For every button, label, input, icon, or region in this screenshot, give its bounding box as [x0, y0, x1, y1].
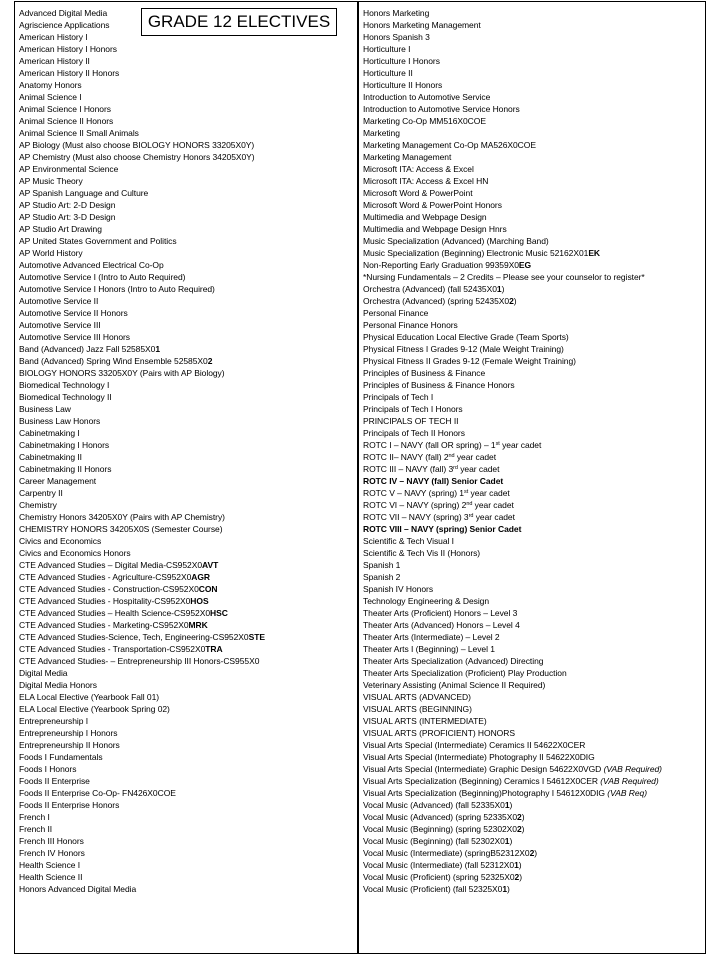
right-course-item: ROTC I – NAVY (fall OR spring) – 1st year cadet [363, 440, 542, 450]
left-course-item: CTE Advanced Studies – Digital Media-CS952X0AVT [19, 560, 219, 570]
left-course-item: Animal Science I Honors [19, 104, 111, 114]
right-course-item: Visual Arts Special (Intermediate) Ceramics II 54622X0CER [363, 740, 586, 750]
right-course-item: ROTC VI – NAVY (spring) 2nd year cadet [363, 500, 514, 510]
left-course-item: Animal Science I [19, 92, 82, 102]
left-course-item: Entrepreneurship I [19, 716, 89, 726]
left-course-item: American History II [19, 56, 90, 66]
left-column [14, 1, 358, 954]
right-course-item: Marketing Management Co-Op MA526X0COE [363, 140, 536, 150]
left-course-item: Cabinetmaking I [19, 428, 80, 438]
left-course-item: Automotive Service I (Intro to Auto Required) [19, 272, 186, 282]
right-course-item: Scientific & Tech Vis II (Honors) [363, 548, 481, 558]
right-course-item: ROTC III – NAVY (fall) 3rd year cadet [363, 464, 500, 474]
left-course-item: Entrepreneurship I Honors [19, 728, 118, 738]
right-course-item: Microsoft ITA: Access & Excel HN [363, 176, 489, 186]
left-course-item: Automotive Service I Honors (Intro to Auto Required) [19, 284, 215, 294]
right-course-item: VISUAL ARTS (PROFICIENT) HONORS [363, 728, 515, 738]
right-course-item: Veterinary Assisting (Animal Science II Required) [363, 680, 546, 690]
right-course-item: Multimedia and Webpage Design Hnrs [363, 224, 507, 234]
right-course-item: Theater Arts (Advanced) Honors – Level 4 [363, 620, 520, 630]
left-course-item: Foods I Fundamentals [19, 752, 103, 762]
right-course-item: PRINCIPALS OF TECH II [363, 416, 459, 426]
left-course-item: Business Law Honors [19, 416, 101, 426]
right-course-item: Principals of Tech I Honors [363, 404, 463, 414]
right-course-item: Non-Reporting Early Graduation 99359X0EG [363, 260, 532, 270]
right-course-item: Vocal Music (Beginning) (spring 52302X02) [363, 824, 525, 834]
left-course-item: Biomedical Technology II [19, 392, 112, 402]
left-course-item: American History II Honors [19, 68, 120, 78]
left-course-item: Entrepreneurship II Honors [19, 740, 120, 750]
right-course-item: Horticulture II Honors [363, 80, 443, 90]
left-course-item: Honors Advanced Digital Media [19, 884, 137, 894]
left-course-item: American History I [19, 32, 88, 42]
right-course-item: Visual Arts Specialization (Beginning)Photography I 54612X0DIG (VAB Req) [363, 788, 648, 798]
right-column [358, 1, 706, 954]
left-course-item: French IV Honors [19, 848, 85, 858]
right-course-item: ROTC VII – NAVY (spring) 3rd year cadet [363, 512, 515, 522]
left-course-item: French II [19, 824, 53, 834]
right-course-item: Technology Engineering & Design [363, 596, 490, 606]
left-course-item: Band (Advanced) Spring Wind Ensemble 52585X02 [19, 356, 213, 366]
left-course-item: AP Music Theory [19, 176, 83, 186]
left-course-item: Career Management [19, 476, 97, 486]
right-course-item: Theater Arts I (Beginning) – Level 1 [363, 644, 495, 654]
left-course-item: Advanced Digital Media [19, 8, 108, 18]
left-course-item: Foods I Honors [19, 764, 77, 774]
right-course-list [359, 2, 705, 895]
left-course-item: ELA Local Elective (Yearbook Spring 02) [19, 704, 170, 714]
right-course-item: ROTC IV – NAVY (fall) Senior Cadet [363, 476, 504, 486]
left-course-item: Foods II Enterprise Honors [19, 800, 120, 810]
right-course-item: Vocal Music (Intermediate) (fall 52312X01) [363, 860, 522, 870]
left-course-item: ELA Local Elective (Yearbook Fall 01) [19, 692, 160, 702]
right-course-item: Theater Arts (Proficient) Honors – Level 3 [363, 608, 518, 618]
left-course-item: Animal Science II Small Animals [19, 128, 139, 138]
left-course-list [15, 2, 357, 895]
left-course-item: CTE Advanced Studies - Hospitality-CS952X0HOS [19, 596, 209, 606]
left-course-item: AP Chemistry (Must also choose Chemistry Honors 34205X0Y) [19, 152, 255, 162]
left-course-item: Automotive Service III [19, 320, 101, 330]
right-course-item: ROTC II– NAVY (fall) 2nd year cadet [363, 452, 497, 462]
right-course-item: Microsoft ITA: Access & Excel [363, 164, 474, 174]
right-course-item: Personal Finance Honors [363, 320, 458, 330]
right-course-item: VISUAL ARTS (INTERMEDIATE) [363, 716, 487, 726]
right-course-item: Spanish 1 [363, 560, 401, 570]
right-course-item: Vocal Music (Advanced) (spring 52335X02) [363, 812, 525, 822]
right-course-item: Spanish 2 [363, 572, 401, 582]
right-course-item: Principals of Tech I [363, 392, 434, 402]
right-course-item: Orchestra (Advanced) (spring 52435X02) [363, 296, 517, 306]
right-course-item: Principles of Business & Finance Honors [363, 380, 515, 390]
left-course-item: AP Studio Art: 3-D Design [19, 212, 116, 222]
left-course-item: Health Science I [19, 860, 81, 870]
left-course-item: Business Law [19, 404, 71, 414]
right-course-item: Vocal Music (Intermediate) (springB52312X02) [363, 848, 538, 858]
right-course-item: Horticulture I Honors [363, 56, 440, 66]
right-course-item: Honors Marketing [363, 8, 430, 18]
right-course-item: ROTC VIII – NAVY (spring) Senior Cadet [363, 524, 522, 534]
right-course-item: Physical Fitness II Grades 9-12 (Female Weight Training) [363, 356, 576, 366]
left-course-item: CTE Advanced Studies – Health Science-CS952X0HSC [19, 608, 228, 618]
left-course-item: Civics and Economics [19, 536, 102, 546]
right-course-item: Microsoft Word & PowerPoint [363, 188, 473, 198]
right-course-item: Visual Arts Special (Intermediate) Photography II 54622X0DIG [363, 752, 595, 762]
right-course-item: VISUAL ARTS (BEGINNING) [363, 704, 472, 714]
left-course-item: Chemistry Honors 34205X0Y (Pairs with AP Chemistry) [19, 512, 225, 522]
left-course-item: Chemistry [19, 500, 57, 510]
right-course-item: Scientific & Tech Visual I [363, 536, 454, 546]
left-course-item: Foods II Enterprise Co-Op- FN426X0COE [19, 788, 176, 798]
right-course-item: Honors Spanish 3 [363, 32, 430, 42]
right-course-item: Physical Education Local Elective Grade (Team Sports) [363, 332, 569, 342]
right-course-item: Introduction to Automotive Service Honors [363, 104, 520, 114]
left-course-item: AP Studio Art: 2-D Design [19, 200, 116, 210]
right-course-item: Multimedia and Webpage Design [363, 212, 487, 222]
left-course-item: Animal Science II Honors [19, 116, 114, 126]
right-course-item: Visual Arts Special (Intermediate) Graphic Design 54622X0VGD (VAB Required) [363, 764, 662, 774]
right-course-item: Personal Finance [363, 308, 429, 318]
page-title: GRADE 12 ELECTIVES [141, 8, 337, 36]
left-course-item: AP United States Government and Politics [19, 236, 177, 246]
right-course-item: Theater Arts (Intermediate) – Level 2 [363, 632, 500, 642]
left-course-item: Health Science II [19, 872, 83, 882]
right-course-item: Horticulture I [363, 44, 411, 54]
left-course-item: CHEMISTRY HONORS 34205X0S (Semester Course) [19, 524, 223, 534]
left-course-item: AP Environmental Science [19, 164, 119, 174]
left-course-item: Band (Advanced) Jazz Fall 52585X01 [19, 344, 161, 354]
right-course-item: Theater Arts Specialization (Advanced) Directing [363, 656, 544, 666]
left-course-item: French III Honors [19, 836, 84, 846]
right-course-item: Vocal Music (Proficient) (spring 52325X02) [363, 872, 523, 882]
left-course-item: Cabinetmaking II [19, 452, 82, 462]
right-course-item: Marketing Management [363, 152, 452, 162]
right-course-item: Vocal Music (Advanced) (fall 52335X01) [363, 800, 513, 810]
left-course-item: Cabinetmaking II Honors [19, 464, 112, 474]
left-course-item: Digital Media [19, 668, 68, 678]
left-course-item: American History I Honors [19, 44, 117, 54]
left-course-item: CTE Advanced Studies - Agriculture-CS952X0AGR [19, 572, 210, 582]
left-course-item: Cabinetmaking I Honors [19, 440, 110, 450]
left-course-item: Biomedical Technology I [19, 380, 110, 390]
right-course-item: Introduction to Automotive Service [363, 92, 491, 102]
left-course-item: Foods II Enterprise [19, 776, 90, 786]
right-course-item: Vocal Music (Beginning) (fall 52302X01) [363, 836, 513, 846]
right-course-item: Orchestra (Advanced) (fall 52435X01) [363, 284, 505, 294]
right-course-item: Music Specialization (Beginning) Electronic Music 52162X01EK [363, 248, 601, 258]
left-course-item: Automotive Service II [19, 296, 99, 306]
left-course-item: AP Studio Art Drawing [19, 224, 102, 234]
left-course-item: CTE Advanced Studies - Transportation-CS952X0TRA [19, 644, 223, 654]
right-course-item: *Nursing Fundamentals – 2 Credits – Please see your counselor to register* [363, 272, 645, 282]
right-course-item: Marketing [363, 128, 400, 138]
left-course-item: Automotive Service II Honors [19, 308, 128, 318]
left-course-item: French I [19, 812, 50, 822]
right-course-item: Horticulture II [363, 68, 413, 78]
right-course-item: Marketing Co-Op MM516X0COE [363, 116, 486, 126]
right-course-item: ROTC V – NAVY (spring) 1st year cadet [363, 488, 510, 498]
left-course-item: CTE Advanced Studies- – Entrepreneurship III Honors-CS955X0 [19, 656, 260, 666]
left-course-item: AP World History [19, 248, 83, 258]
left-course-item: Carpentry II [19, 488, 63, 498]
right-course-item: Theater Arts Specialization (Proficient) Play Production [363, 668, 567, 678]
right-course-item: Principals of Tech II Honors [363, 428, 465, 438]
right-course-item: Honors Marketing Management [363, 20, 481, 30]
right-course-item: VISUAL ARTS (ADVANCED) [363, 692, 471, 702]
right-course-item: Spanish IV Honors [363, 584, 434, 594]
left-course-item: Civics and Economics Honors [19, 548, 131, 558]
right-course-item: Physical Fitness I Grades 9-12 (Male Weight Training) [363, 344, 564, 354]
right-course-item: Music Specialization (Advanced) (Marching Band) [363, 236, 549, 246]
left-course-item: AP Biology (Must also choose BIOLOGY HONORS 33205X0Y) [19, 140, 255, 150]
left-course-item: Anatomy Honors [19, 80, 82, 90]
right-course-item: Principles of Business & Finance [363, 368, 486, 378]
left-course-item: CTE Advanced Studies - Marketing-CS952X0MRK [19, 620, 208, 630]
right-course-item: Vocal Music (Proficient) (fall 52325X01) [363, 884, 510, 894]
left-course-item: CTE Advanced Studies-Science, Tech, Engineering-CS952X0STE [19, 632, 265, 642]
left-course-item: Automotive Advanced Electrical Co-Op [19, 260, 164, 270]
right-course-item: Microsoft Word & PowerPoint Honors [363, 200, 502, 210]
right-course-item: Visual Arts Specialization (Beginning) Ceramics I 54612X0CER (VAB Required) [363, 776, 659, 786]
left-course-item: Digital Media Honors [19, 680, 97, 690]
left-course-item: AP Spanish Language and Culture [19, 188, 149, 198]
left-course-item: CTE Advanced Studies - Construction-CS952X0CON [19, 584, 218, 594]
left-course-item: Automotive Service III Honors [19, 332, 130, 342]
left-course-item: Agriscience Applications [19, 20, 110, 30]
left-course-item: BIOLOGY HONORS 33205X0Y (Pairs with AP Biology) [19, 368, 225, 378]
